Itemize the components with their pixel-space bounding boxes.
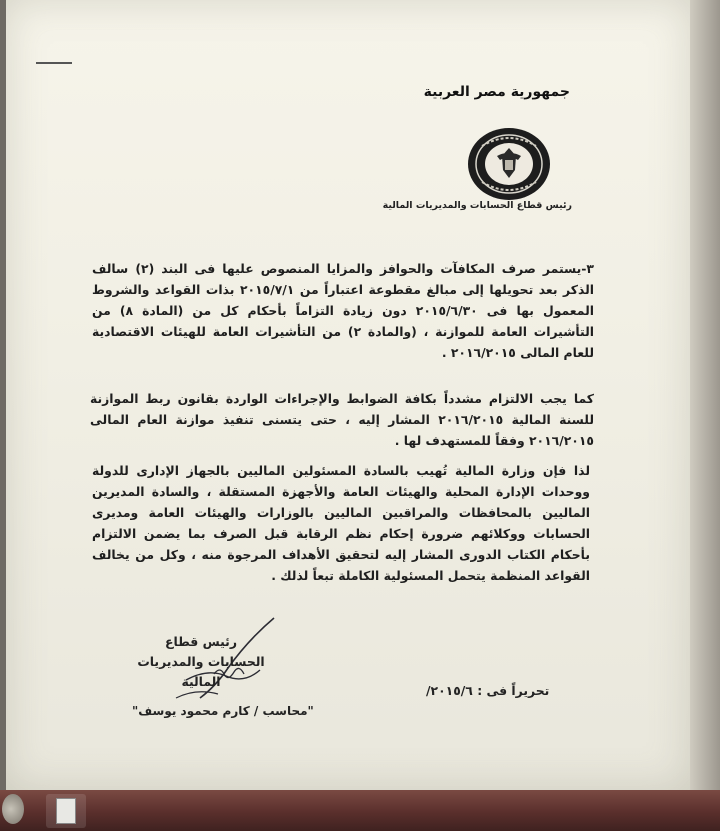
signature-title-line2: الحسابات والمديريات المالية	[137, 654, 265, 689]
taskbar-document-button[interactable]	[46, 794, 86, 828]
taskbar	[0, 790, 720, 831]
document-icon	[56, 798, 76, 824]
signatory-name: "محاسب / كارم محمود يوسف"	[132, 704, 314, 718]
signature-title	[126, 632, 276, 692]
date-value: ٢٠١٥/٦/	[426, 683, 473, 698]
background-edge	[690, 0, 720, 790]
date-line	[426, 683, 549, 698]
paragraph-1: ٣-يستمر صرف المكافآت والحوافز والمزايا المنصوص عليها فى البند (٢) سالف الذكر بعد تحويلها إلى مبالغ مقطوعة اعتباراً من ٢٠١٥/٧/١ بذات القواعد والشروط المعمول بها فى ٢٠١٥/٦/٣٠ دون زيادة التزاماً بأحكام كل من (المادة ٨) من التأشيرات العامة للموازنة ، (والمادة ٢) من التأشيرات العامة للهيئات الاقتصادية للعام المالى ٢٠١٦/٢٠١٥ .	[92, 261, 595, 360]
country-name: جمهورية مصر العربية	[423, 84, 570, 100]
paragraph-2: كما يجب الالتزام مشدداً بكافة الضوابط والإجراءات الواردة بقانون ربط الموازنة للسنة المالية ٢٠١٦/٢٠١٥ المشار إليه ، حتى يتسنى تنفيذ موازنة العام المالى ٢٠١٦/٢٠١٥ وفقاً للمستهدف لها .	[90, 391, 594, 448]
sector-title: رئيس قطاع الحسابات والمديريات المالية	[382, 200, 572, 211]
start-button[interactable]	[2, 794, 24, 824]
paragraph-3: لذا فإن وزارة المالية تُهيب بالسادة المسئولين الماليين بالجهاز الإدارى للدولة ووحدات الإدارة المحلية والهيئات العامة والأجهزة المستقلة ، والسادة المديرين الماليين بالمحافظات والمراقبين الماليين بالوزارات والهيئات العامة ومديرى الحسابات ووكلائهم ضرورة إحكام نظم الرقابة قبل الصرف بما يضمن الالتزام بأحكام الكتاب الدورى المشار إليه لتحقيق الأهداف المرجوة منه ، وكل من يخالف القواعد المنظمة يتحمل المسئولية الكاملة تبعاً لذلك .	[92, 463, 590, 583]
signature-title-line1: رئيس قطاع	[165, 634, 237, 649]
document-page	[6, 0, 690, 790]
ministry-seal-icon	[466, 126, 552, 202]
header-dash	[36, 62, 72, 64]
date-label: تحريراً فى :	[477, 683, 550, 698]
